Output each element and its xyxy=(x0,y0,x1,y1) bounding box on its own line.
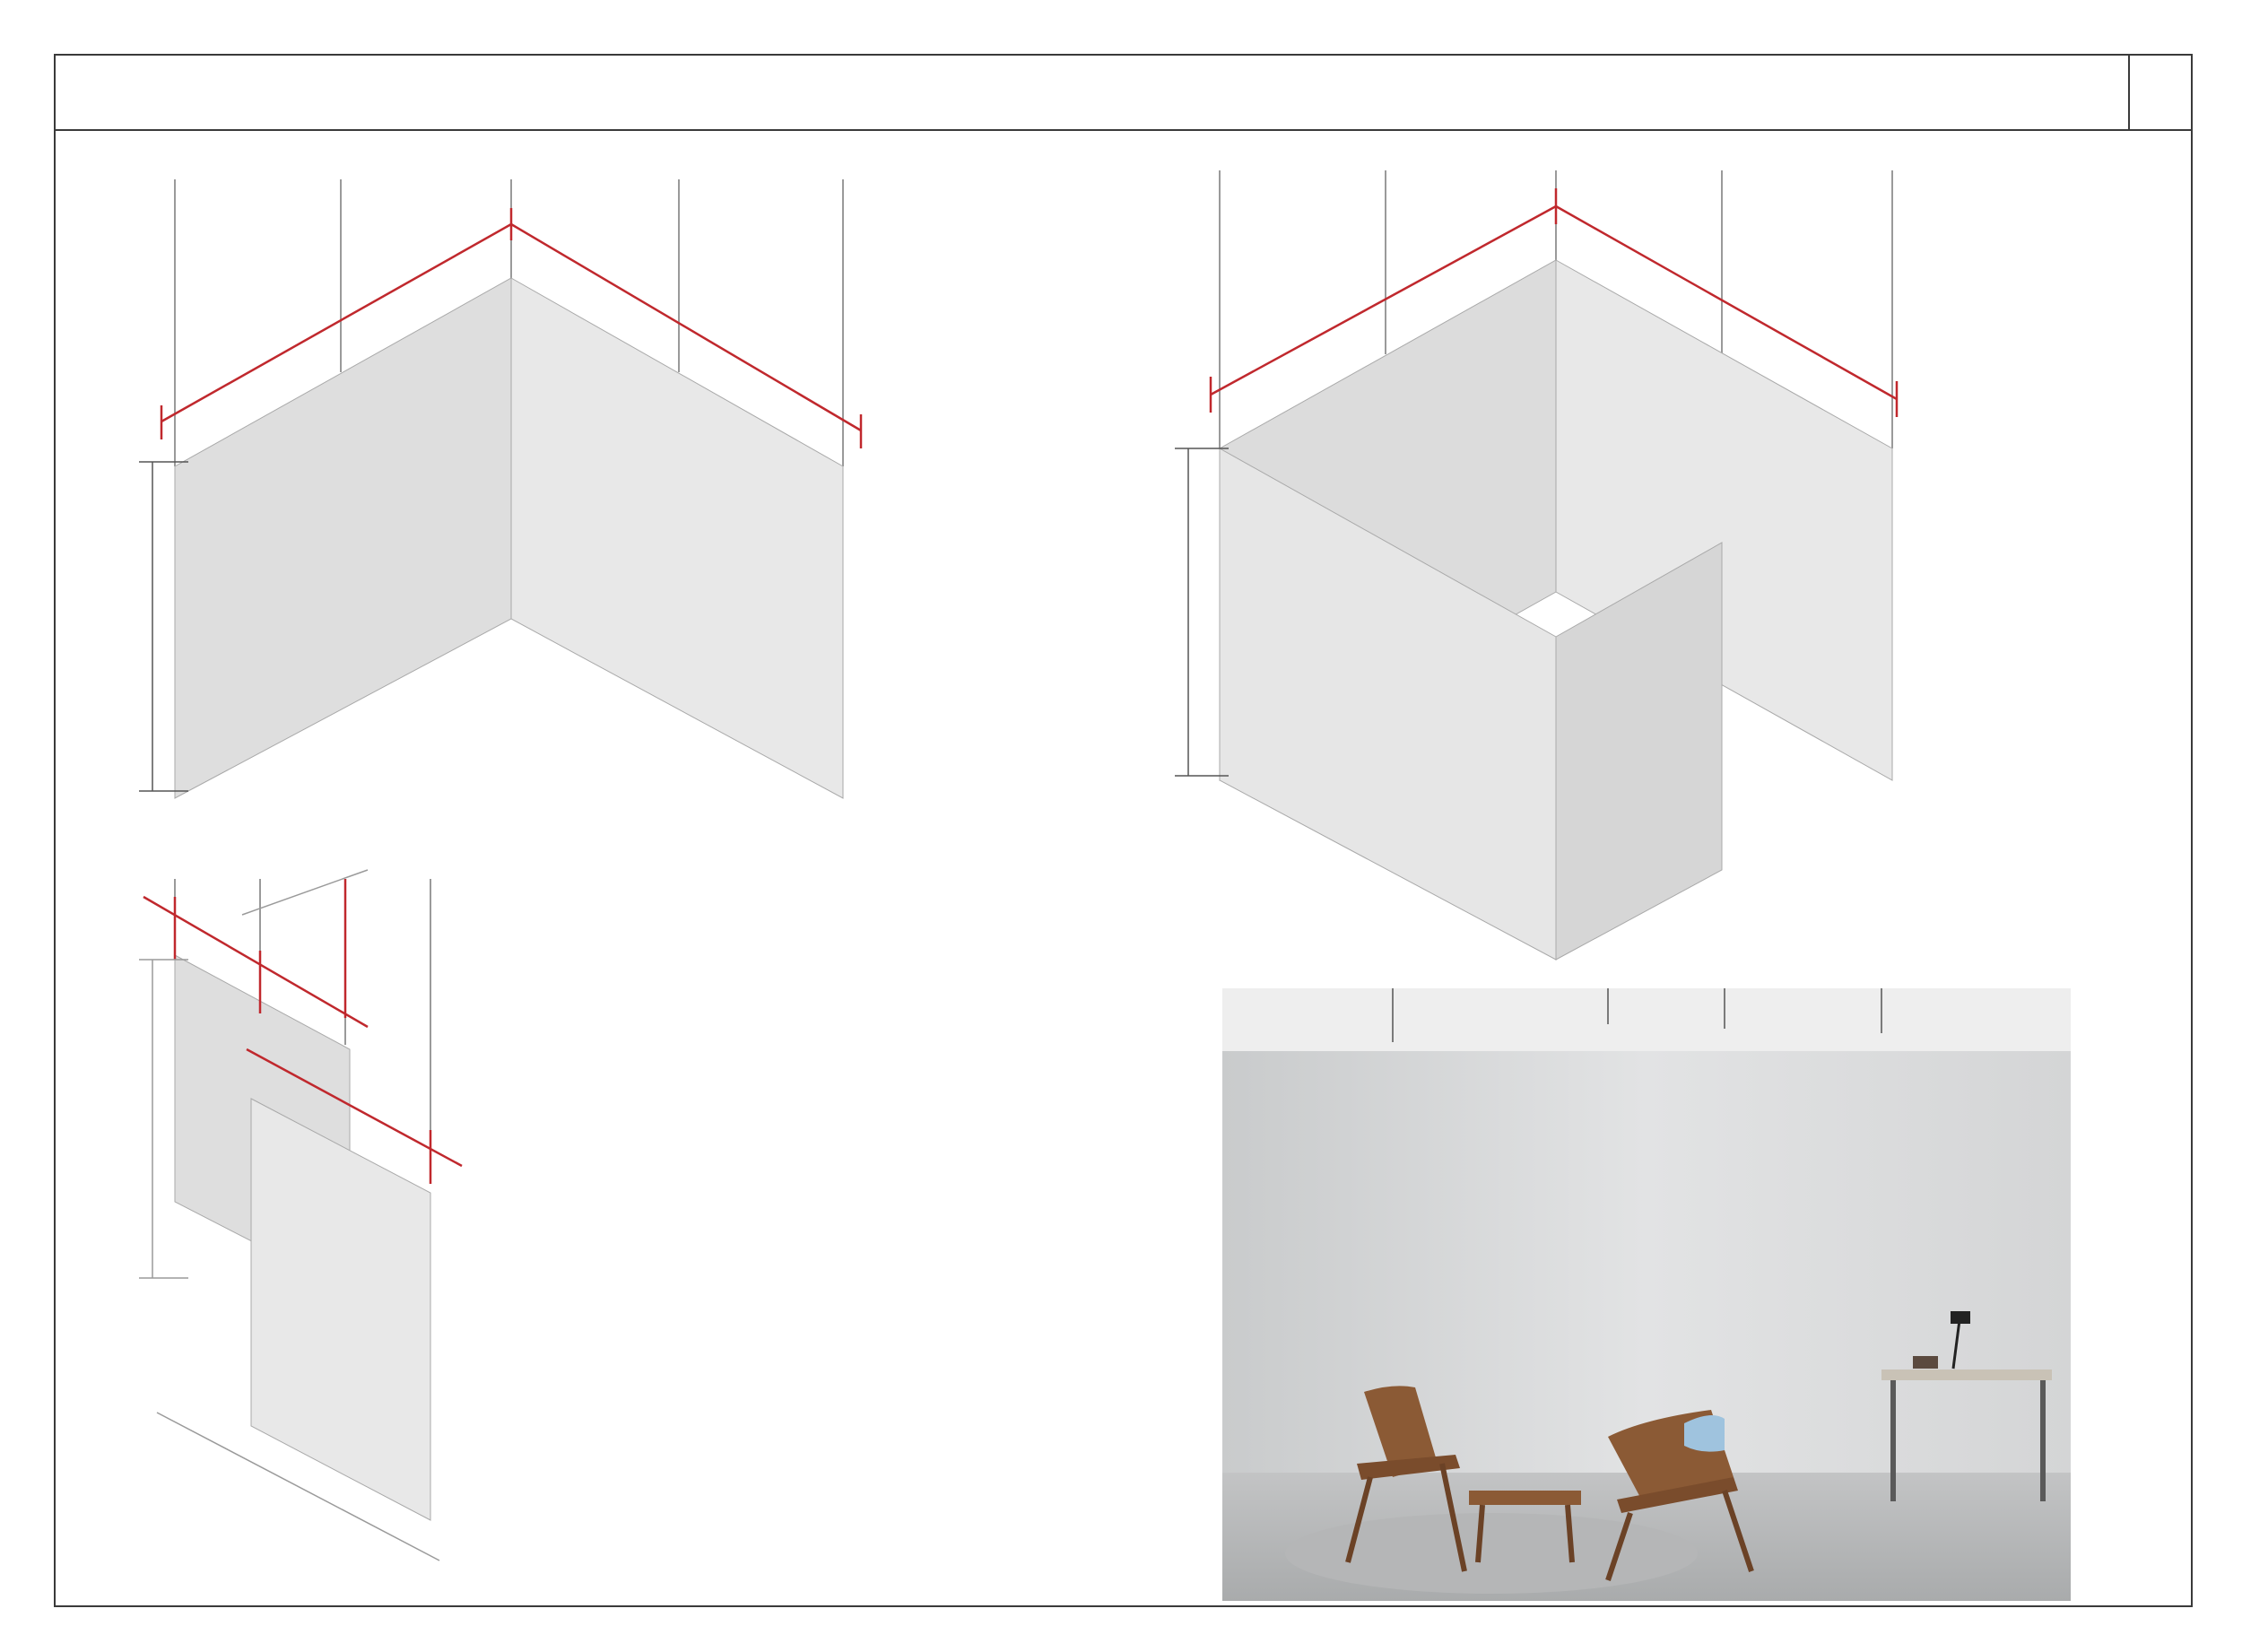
panel-left-wall xyxy=(175,278,511,798)
panel-front xyxy=(251,1099,430,1520)
page-number-divider xyxy=(2128,54,2130,129)
panel-right-wall xyxy=(511,278,843,798)
diagram-staggered xyxy=(126,861,664,1578)
rug xyxy=(1285,1513,1698,1594)
header-rule xyxy=(54,129,2193,131)
room-photo xyxy=(1222,988,2071,1601)
ceiling xyxy=(1222,988,2071,1051)
diagram-enclosure xyxy=(1166,161,1955,969)
diagram-l-shape xyxy=(126,170,915,843)
